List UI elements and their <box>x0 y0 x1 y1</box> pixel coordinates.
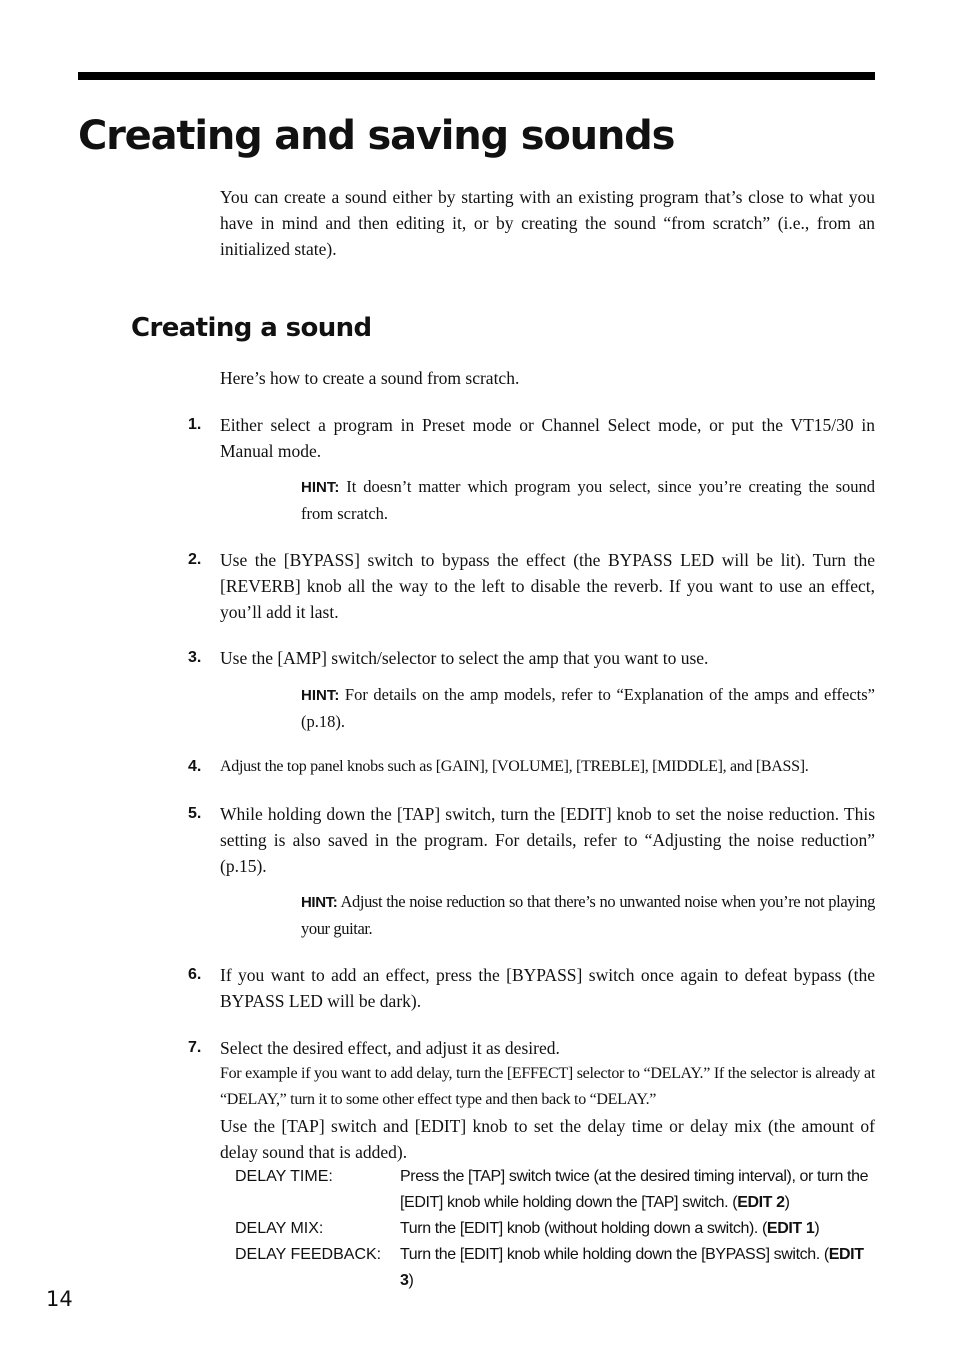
edit-ref: EDIT 3 <box>400 1246 864 1289</box>
hint-label: HINT: <box>301 479 340 496</box>
step-detail: For example if you want to add delay, turn the [EFFECT] selector to “DELAY.” If the selector is already at “DELAY,” turn it to some other effect type and then back to “DELAY.” <box>220 1065 875 1108</box>
step-text: While holding down the [TAP] switch, turn the [EDIT] knob to set the noise reduction. This setting is also saved in the program. For details, refer to “Adjusting the noise reduction” (p.15). <box>220 804 875 876</box>
hint-label: HINT: <box>301 894 338 911</box>
hint-text: Adjust the noise reduction so that there’s no unwanted noise when you’re not playing your guitar. <box>301 892 875 938</box>
hint-label: HINT: <box>301 687 340 704</box>
step-text: Select the desired effect, and adjust it as desired. <box>220 1038 560 1058</box>
param-name: DELAY MIX: <box>235 1220 324 1237</box>
step-number: 3. <box>188 649 202 666</box>
step-text: Use the [AMP] switch/selector to select the amp that you want to use. <box>220 648 709 668</box>
table-row <box>235 1216 875 1242</box>
step-detail: Use the [TAP] switch and [EDIT] knob to set the delay time or delay mix (the amount of delay sound that is added). <box>220 1116 875 1162</box>
hint-note <box>301 682 875 735</box>
step-text: If you want to add an effect, press the [BYPASS] switch once again to defeat bypass (the BYPASS LED will be dark). <box>220 965 875 1011</box>
param-description: Press the [TAP] switch twice (at the desired timing interval), or turn the [EDIT] knob while holding down the [TAP] switch. (EDIT 2) <box>400 1168 869 1211</box>
hint-text: It doesn’t matter which program you select, since you’re creating the sound from scratch. <box>301 477 875 523</box>
param-name: DELAY TIME: <box>235 1168 333 1185</box>
hint-note <box>301 474 875 527</box>
page-title: Creating and saving sounds <box>78 113 675 159</box>
param-description: Turn the [EDIT] knob (without holding down a switch). (EDIT 1) <box>400 1220 820 1237</box>
step-text: Use the [BYPASS] switch to bypass the effect (the BYPASS LED will be lit). Turn the [REVERB] knob all the way to the left to disable the reverb. If you want to use an effect, you’ll add it last. <box>220 550 875 622</box>
step-number: 6. <box>188 966 202 983</box>
section-title: Creating a sound <box>131 313 372 343</box>
table-row <box>235 1242 875 1294</box>
section-intro: Here’s how to create a sound from scratch. <box>220 368 520 388</box>
page-number: 14 <box>46 1287 73 1311</box>
header-rule <box>78 72 875 80</box>
edit-ref: EDIT 2 <box>737 1194 785 1211</box>
step-number: 4. <box>188 758 202 775</box>
table-row <box>235 1164 875 1216</box>
hint-note <box>301 889 875 942</box>
param-name: DELAY FEEDBACK: <box>235 1246 382 1263</box>
step-number: 5. <box>188 805 202 822</box>
step-text: Either select a program in Preset mode or Channel Select mode, or put the VT15/30 in Manual mode. <box>220 415 875 461</box>
step-number: 7. <box>188 1039 202 1056</box>
step-number: 1. <box>188 416 202 433</box>
step-number: 2. <box>188 551 202 568</box>
hint-text: For details on the amp models, refer to “Explanation of the amps and effects” (p.18). <box>301 685 875 731</box>
step-text: Adjust the top panel knobs such as [GAIN], [VOLUME], [TREBLE], [MIDDLE], and [BASS]. <box>220 758 809 775</box>
edit-ref: EDIT 1 <box>766 1220 815 1237</box>
intro-paragraph: You can create a sound either by starting with an existing program that’s close to what you have in mind and then editing it, or by creating the sound “from scratch” (i.e., from an initialized state). <box>220 187 875 259</box>
param-description: Turn the [EDIT] knob while holding down the [BYPASS] switch. (EDIT 3) <box>400 1246 864 1289</box>
delay-parameter-table <box>235 1164 875 1294</box>
